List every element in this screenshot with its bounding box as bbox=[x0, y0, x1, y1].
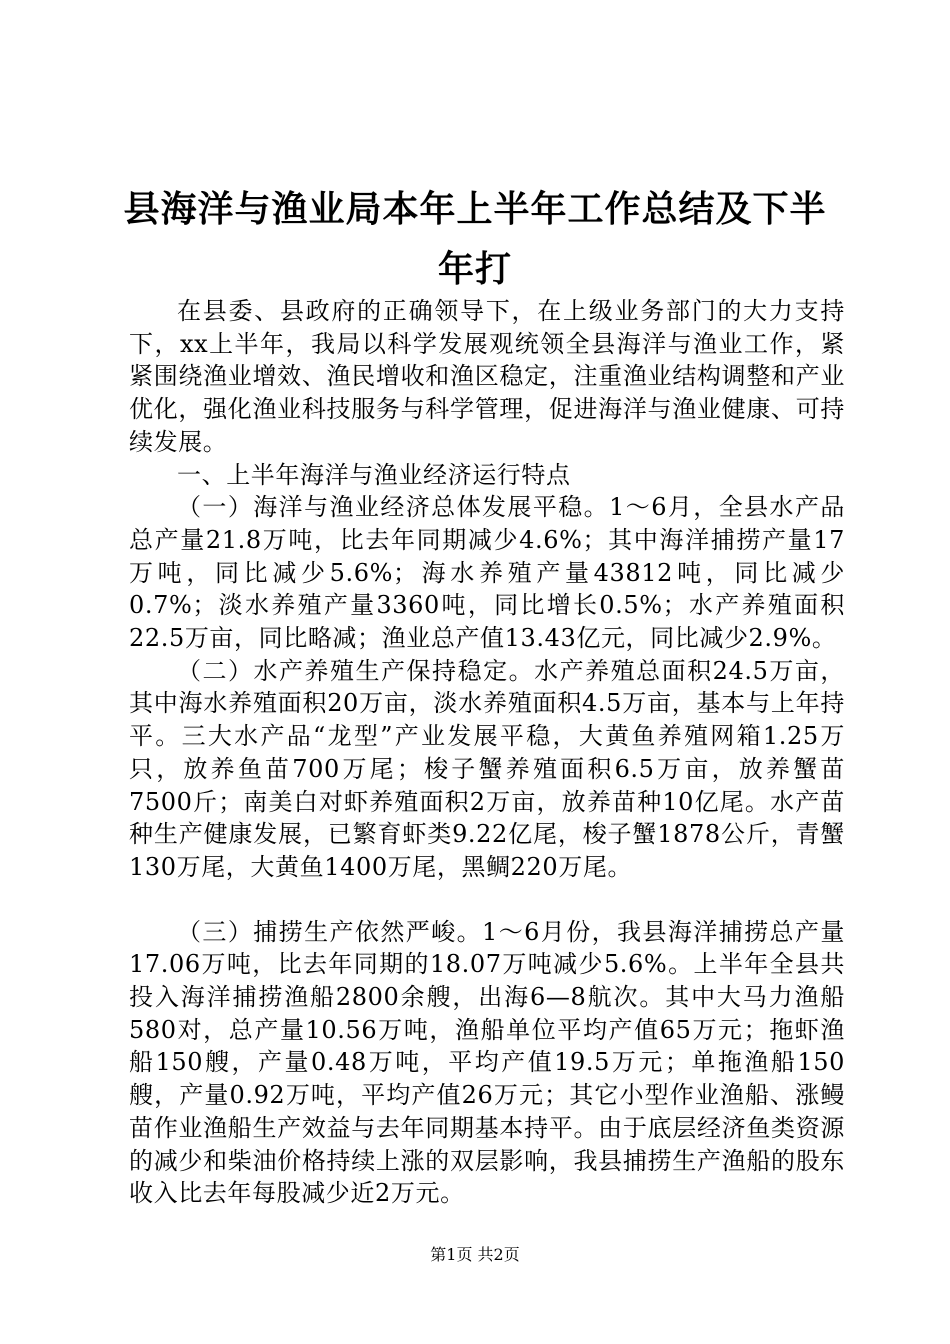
intro-paragraph: 在县委、县政府的正确领导下，在上级业务部门的大力支持下，xx上半年，我局以科学发展观统领全县海洋与渔业工作，紧紧围绕渔业增效、渔民增收和渔区稳定，注重渔业结构调整和产业优化，强化渔业科技服务与科学管理，促进海洋与渔业健康、可持续发展。 bbox=[129, 297, 845, 456]
subsection-3-paragraph: （三）捕捞生产依然严峻。1～6月份，我县海洋捕捞总产量17.06万吨，比去年同期的18.07万吨减少5.6%。上半年全县共投入海洋捕捞渔船2800余艘，出海6—8航次。其中大马力渔船580对，总产量10.56万吨，渔船单位平均产值65万元；拖虾渔船150艘，产量0.48万吨，平均产值19.5万元；单拖渔船150艘，产量0.92万吨，平均产值26万元；其它小型作业渔船、涨鳗苗作业渔船生产效益与去年同期基本持平。由于底层经济鱼类资源的减少和柴油价格持续上涨的双层影响，我县捕捞生产渔船的股东收入比去年每股减少近2万元。 bbox=[129, 917, 845, 1208]
page-footer: 第1页 共2页 bbox=[430, 1245, 520, 1264]
subsection-2-paragraph: （二）水产养殖生产保持稳定。水产养殖总面积24.5万亩，其中海水养殖面积20万亩，淡水养殖面积4.5万亩，基本与上年持平。三大水产品“龙型”产业发展平稳，大黄鱼养殖网箱1.25万只，放养鱼苗700万尾；梭子蟹养殖面积6.5万亩，放养蟹苗7500斤；南美白对虾养殖面积2万亩，放养苗种10亿尾。水产苗种生产健康发展，已繁育虾类9.22亿尾，梭子蟹1878公斤，青蟹130万尾，大黄鱼1400万尾，黑鲷220万尾。 bbox=[129, 656, 845, 881]
subsection-1-paragraph: （一）海洋与渔业经济总体发展平稳。1～6月，全县水产品总产量21.8万吨，比去年同期减少4.6%；其中海洋捕捞产量17万吨，同比减少5.6%；海水养殖产量43812吨，同比减少0.7%；淡水养殖产量3360吨，同比增长0.5%；水产养殖面积22.5万亩，同比略减；渔业总产值13.43亿元，同比减少2.9%。 bbox=[129, 493, 845, 653]
document-body bbox=[129, 295, 845, 1210]
document-title: 县海洋与渔业局本年上半年工作总结及下半年打 bbox=[123, 189, 827, 290]
section-heading: 一、上半年海洋与渔业经济运行特点 bbox=[177, 460, 571, 489]
